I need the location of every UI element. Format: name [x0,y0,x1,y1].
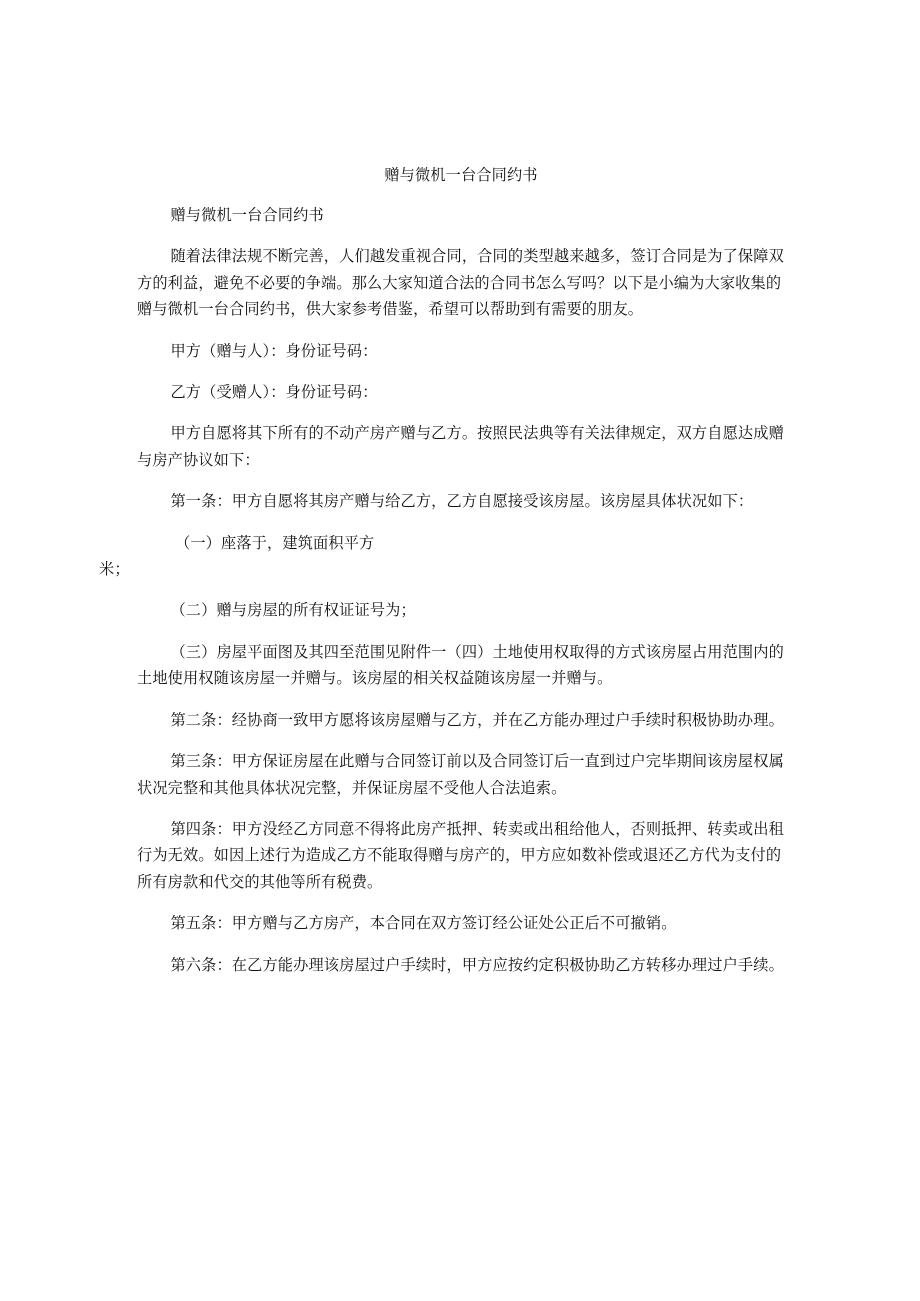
party-a-line: 甲方（赠与人）：身份证号码： [170,341,378,360]
article-2: 第二条：经协商一致甲方愿将该房屋赠与乙方，并在乙方能办理过户手续时积极协助办理。 [170,710,784,729]
agreement-intro: 甲方自愿将其下所有的不动产房产赠与乙方。按照民法典等有关法律规定，双方自愿达成赠与房产协议如下： [137,424,784,469]
party-b-line: 乙方（受赠人）：身份证号码： [170,383,378,402]
house-location-line-1: （一）座落于，建筑面积平方 [175,533,375,552]
floor-plan-item: （三）房屋平面图及其四至范围见附件一（四）土地使用权取得的方式该房屋占用范围内的土地使用权随该房屋一并赠与。该房屋的相关权益随该房屋一并赠与。 [137,642,784,688]
document-title: 赠与微机一台合同约书 [384,166,538,184]
article-1: 第一条：甲方自愿将其房产赠与给乙方，乙方自愿接受该房屋。该房屋具体状况如下： [170,492,754,511]
house-location-line-2: 米； [99,560,130,579]
article-5: 第五条：甲方赠与乙方房产，本合同在双方签订经公证处公正后不可撤销。 [170,914,677,933]
intro-paragraph: 随着法律法规不断完善，人们越发重视合同，合同的类型越来越多，签订合同是为了保障双方的利益，避免不必要的争端。那么大家知道合法的合同书怎么写吗？以下是小编为大家收集的赠与微机一台合同约书，供大家参考借鉴，希望可以帮助到有需要的朋友。 [137,247,784,319]
article-6: 第六条：在乙方能办理该房屋过户手续时，甲方应按约定积极协助乙方转移办理过户手续。 [170,955,784,974]
ownership-certificate-item: （二）赠与房屋的所有权证证号为； [170,601,416,620]
article-4: 第四条：甲方没经乙方同意不得将此房产抵押、转卖或出租给他人，否则抵押、转卖或出租行为无效。如因上述行为造成乙方不能取得赠与房产的，甲方应如数补偿或退还乙方代为支付的所有房款和代交的其他等所有税费。 [137,819,784,891]
document-subtitle: 赠与微机一台合同约书 [170,206,324,224]
document-content [99,162,785,993]
article-3: 第三条：甲方保证房屋在此赠与合同签订前以及合同签订后一直到过户完毕期间该房屋权属状况完整和其他具体状况完整，并保证房屋不受他人合法追索。 [137,752,784,797]
house-location-item [99,530,785,583]
